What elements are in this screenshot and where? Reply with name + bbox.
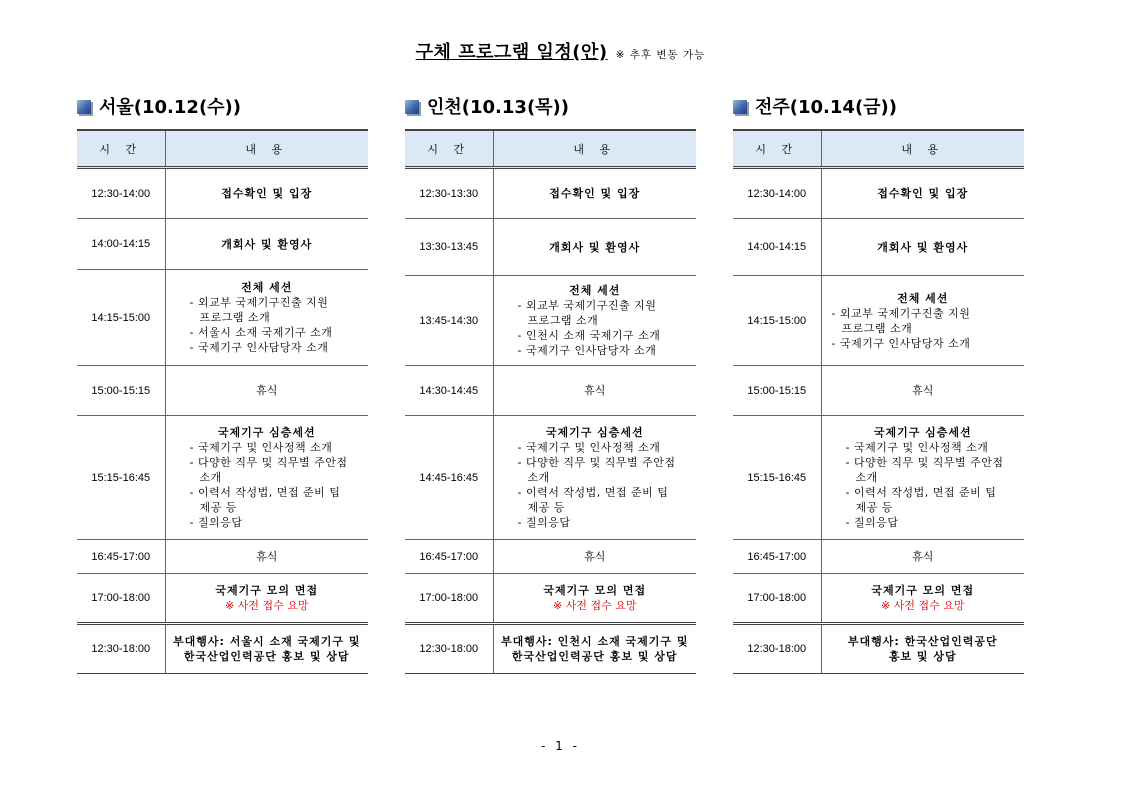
content-cell: 휴식 bbox=[821, 366, 1024, 416]
schedule-table-incheon bbox=[405, 129, 696, 674]
change-note: ※ 추후 변동 가능 bbox=[615, 49, 706, 61]
time-cell: 13:30-13:45 bbox=[405, 219, 493, 276]
time-cell: 14:00-14:15 bbox=[77, 219, 165, 270]
content-cell: 접수확인 및 입장 bbox=[165, 168, 368, 219]
list-item: - 질의응답 bbox=[517, 516, 571, 529]
time-cell: 12:30-18:00 bbox=[405, 624, 493, 674]
list-item: 제공 등 bbox=[855, 501, 893, 514]
plenary-list bbox=[494, 298, 697, 358]
time-cell: 12:30-14:00 bbox=[733, 168, 821, 219]
deep-session-list bbox=[494, 440, 697, 530]
mock-interview-title: 국제기구 모의 면접 bbox=[543, 584, 647, 597]
time-cell: 15:15-16:45 bbox=[77, 416, 165, 540]
table-row bbox=[733, 276, 1024, 366]
page-number: - 1 - bbox=[541, 739, 580, 753]
header-content: 내 용 bbox=[493, 130, 696, 168]
table-row bbox=[405, 624, 696, 674]
list-item: 제공 등 bbox=[527, 501, 565, 514]
time-cell: 16:45-17:00 bbox=[77, 540, 165, 574]
mock-interview-title: 국제기구 모의 면접 bbox=[871, 584, 975, 597]
side-event-line: 부대행사: 서울시 소재 국제기구 및 bbox=[173, 635, 361, 648]
list-item: - 외교부 국제기구진출 지원 bbox=[517, 299, 657, 312]
side-event-line: 한국산업인력공단 홍보 및 상담 bbox=[511, 650, 678, 663]
content-cell: 휴식 bbox=[493, 540, 696, 574]
list-item: - 이력서 작성법, 면접 준비 팁 bbox=[189, 486, 341, 499]
content-cell: 휴식 bbox=[821, 540, 1024, 574]
time-cell: 14:00-14:15 bbox=[733, 219, 821, 276]
header-time: 시 간 bbox=[733, 130, 821, 168]
content-cell bbox=[165, 270, 368, 366]
deep-session-list bbox=[822, 440, 1025, 530]
time-cell: 17:00-18:00 bbox=[77, 574, 165, 624]
square-bullet-icon bbox=[733, 100, 747, 114]
content-cell bbox=[493, 416, 696, 540]
list-item: - 외교부 국제기구진출 지원 bbox=[189, 296, 329, 309]
table-row bbox=[405, 366, 696, 416]
table-row bbox=[733, 366, 1024, 416]
table-row bbox=[77, 574, 368, 624]
plenary-title: 전체 세션 bbox=[569, 284, 621, 297]
list-item: - 국제기구 인사담당자 소개 bbox=[517, 344, 657, 357]
time-cell: 16:45-17:00 bbox=[405, 540, 493, 574]
time-cell: 14:15-15:00 bbox=[733, 276, 821, 366]
time-cell: 15:00-15:15 bbox=[733, 366, 821, 416]
plenary-title: 전체 세션 bbox=[897, 291, 949, 305]
title-line bbox=[0, 38, 1121, 64]
side-event-line: 부대행사: 인천시 소재 국제기구 및 bbox=[501, 635, 689, 648]
deep-session-list bbox=[166, 440, 369, 530]
table-row bbox=[733, 219, 1024, 276]
list-item: - 질의응답 bbox=[845, 516, 899, 529]
table-row bbox=[405, 168, 696, 219]
time-cell: 15:15-16:45 bbox=[733, 416, 821, 540]
time-cell: 12:30-13:30 bbox=[405, 168, 493, 219]
time-cell: 12:30-18:00 bbox=[733, 624, 821, 674]
content-cell bbox=[821, 416, 1024, 540]
schedule-table-jeonju bbox=[733, 129, 1024, 674]
list-item: - 다양한 직무 및 직무별 주안점 bbox=[189, 456, 348, 469]
section-title: 인천(10.13(목)) bbox=[427, 97, 570, 118]
list-item: - 질의응답 bbox=[189, 516, 243, 529]
content-cell: 개회사 및 환영사 bbox=[493, 219, 696, 276]
list-item: - 국제기구 및 인사정책 소개 bbox=[517, 441, 661, 454]
prereg-note: ※ 사전 접수 요망 bbox=[225, 599, 309, 612]
time-cell: 13:45-14:30 bbox=[405, 276, 493, 366]
section-title: 전주(10.14(금)) bbox=[755, 97, 898, 118]
list-item: - 국제기구 인사담당자 소개 bbox=[189, 341, 329, 354]
content-cell bbox=[165, 624, 368, 674]
time-cell: 14:45-16:45 bbox=[405, 416, 493, 540]
list-item: 소개 bbox=[855, 471, 878, 484]
content-cell: 접수확인 및 입장 bbox=[493, 168, 696, 219]
header-content: 내 용 bbox=[821, 130, 1024, 168]
table-row bbox=[77, 168, 368, 219]
prereg-note: ※ 사전 접수 요망 bbox=[553, 599, 637, 612]
section-header-jeonju bbox=[733, 95, 897, 117]
side-event-line: 한국산업인력공단 홍보 및 상담 bbox=[183, 650, 350, 663]
header-content: 내 용 bbox=[165, 130, 368, 168]
table-row bbox=[77, 219, 368, 270]
side-event-line: 홍보 및 상담 bbox=[888, 650, 957, 663]
table-row bbox=[733, 574, 1024, 624]
table-row bbox=[733, 168, 1024, 219]
plenary-list bbox=[166, 295, 369, 355]
list-item: - 인천시 소재 국제기구 소개 bbox=[517, 329, 661, 342]
square-bullet-icon bbox=[405, 100, 419, 114]
header-time: 시 간 bbox=[405, 130, 493, 168]
content-cell bbox=[165, 574, 368, 624]
table-row bbox=[77, 270, 368, 366]
time-cell: 17:00-18:00 bbox=[733, 574, 821, 624]
table-row bbox=[405, 416, 696, 540]
content-cell: 개회사 및 환영사 bbox=[821, 219, 1024, 276]
list-item: 소개 bbox=[527, 471, 550, 484]
table-row bbox=[77, 366, 368, 416]
content-cell bbox=[493, 574, 696, 624]
list-item: - 국제기구 인사담당자 소개 bbox=[831, 336, 971, 350]
header-time: 시 간 bbox=[77, 130, 165, 168]
content-cell bbox=[493, 276, 696, 366]
plenary-list bbox=[822, 306, 1025, 351]
mock-interview-title: 국제기구 모의 면접 bbox=[215, 584, 319, 597]
list-item: - 다양한 직무 및 직무별 주안점 bbox=[517, 456, 676, 469]
content-cell: 접수확인 및 입장 bbox=[821, 168, 1024, 219]
list-item: 제공 등 bbox=[199, 501, 237, 514]
time-cell: 15:00-15:15 bbox=[77, 366, 165, 416]
content-cell: 휴식 bbox=[165, 540, 368, 574]
list-item: 소개 bbox=[199, 471, 222, 484]
time-cell: 12:30-18:00 bbox=[77, 624, 165, 674]
content-cell bbox=[821, 624, 1024, 674]
deep-session-title: 국제기구 심층세션 bbox=[545, 426, 644, 439]
content-cell bbox=[821, 574, 1024, 624]
schedule-table-seoul bbox=[77, 129, 368, 674]
content-cell: 휴식 bbox=[165, 366, 368, 416]
list-item: - 서울시 소재 국제기구 소개 bbox=[189, 326, 333, 339]
list-item: 프로그램 소개 bbox=[527, 314, 599, 327]
time-cell: 14:15-15:00 bbox=[77, 270, 165, 366]
table-row bbox=[733, 624, 1024, 674]
list-item: - 외교부 국제기구진출 지원 bbox=[831, 306, 971, 320]
deep-session-title: 국제기구 심층세션 bbox=[217, 426, 316, 439]
table-row bbox=[405, 276, 696, 366]
list-item: - 이력서 작성법, 면접 준비 팁 bbox=[517, 486, 669, 499]
time-cell: 12:30-14:00 bbox=[77, 168, 165, 219]
table-row bbox=[733, 540, 1024, 574]
time-cell: 14:30-14:45 bbox=[405, 366, 493, 416]
prereg-note: ※ 사전 접수 요망 bbox=[881, 599, 965, 612]
list-item: - 국제기구 및 인사정책 소개 bbox=[845, 441, 989, 454]
content-cell bbox=[493, 624, 696, 674]
deep-session-title: 국제기구 심층세션 bbox=[873, 426, 972, 439]
list-item: 프로그램 소개 bbox=[841, 321, 913, 335]
side-event-line: 부대행사: 한국산업인력공단 bbox=[847, 635, 998, 648]
section-title: 서울(10.12(수)) bbox=[99, 97, 242, 118]
time-cell: 16:45-17:00 bbox=[733, 540, 821, 574]
section-header-seoul bbox=[77, 95, 241, 117]
list-item: - 다양한 직무 및 직무별 주안점 bbox=[845, 456, 1004, 469]
table-row bbox=[405, 540, 696, 574]
time-cell: 17:00-18:00 bbox=[405, 574, 493, 624]
plenary-title: 전체 세션 bbox=[241, 281, 293, 294]
table-row bbox=[77, 624, 368, 674]
table-row bbox=[77, 416, 368, 540]
section-header-incheon bbox=[405, 95, 569, 117]
content-cell: 개회사 및 환영사 bbox=[165, 219, 368, 270]
content-cell bbox=[165, 416, 368, 540]
list-item: 프로그램 소개 bbox=[199, 311, 271, 324]
content-cell bbox=[821, 276, 1024, 366]
table-row bbox=[733, 416, 1024, 540]
table-row bbox=[405, 219, 696, 276]
table-row bbox=[77, 540, 368, 574]
table-row bbox=[405, 574, 696, 624]
page-title: 구체 프로그램 일정(안) bbox=[415, 42, 608, 63]
square-bullet-icon bbox=[77, 100, 91, 114]
content-cell: 휴식 bbox=[493, 366, 696, 416]
list-item: - 이력서 작성법, 면접 준비 팁 bbox=[845, 486, 997, 499]
list-item: - 국제기구 및 인사정책 소개 bbox=[189, 441, 333, 454]
